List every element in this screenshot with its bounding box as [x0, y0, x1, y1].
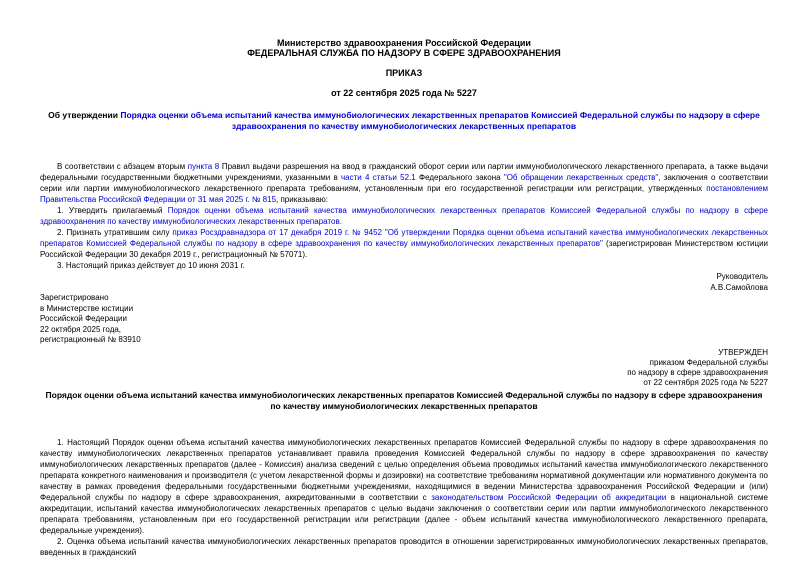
text-segment: 2. Оценка объема испытаний качества иммунобиологических лекарственных препаратов проводится в отношении зарегистрированных иммунобиологических лекарственных препаратов, введенных в гражданский	[40, 536, 768, 557]
approval-line: УТВЕРЖДЕН	[718, 347, 768, 357]
agency-name: ФЕДЕРАЛЬНАЯ СЛУЖБА ПО НАДЗОРУ В СФЕРЕ ЗДРАВООХРАНЕНИЯ	[247, 48, 561, 58]
text-segment: Об утверждении	[48, 110, 121, 120]
text-segment: в национальной системе аккредитации, испытаний качества иммунобиологических лекарственных препаратов с целью выдачи заключения о соответствии серии или партии иммунобиологического лекарственного препарата требованиям, установленным при его государственной регистрации или регистрации (далее - объем испытаний качества иммунобиологического лекарственного препарата, федеральные учреждения).	[40, 492, 768, 535]
registration-line: в Министерстве юстиции	[40, 303, 134, 313]
text-segment: 1. Утвердить прилагаемый	[57, 206, 168, 215]
signature-block	[40, 272, 768, 293]
registration-line: Зарегистрировано	[40, 293, 109, 302]
doc-link[interactable]: Порядок оценки объема испытаний качества иммунобиологических лекарственных препаратов Комиссией Федеральной службы по надзору в сфере здравоохранения по качеству иммунобиологических лекарственных препаратов.	[40, 206, 769, 226]
doc-link[interactable]: Порядка оценки объема испытаний качества иммунобиологических лекарственных препаратов Комиссией Федеральной службы по надзору в сфере здравоохранения по качеству иммунобиологических лекарственных препаратов	[120, 110, 760, 131]
registration-line: 22 октября 2025 года,	[40, 324, 122, 334]
text-segment: 1. Настоящий Порядок оценки объема испытаний качества иммунобиологических лекарственных препаратов Комиссией Федеральной службы по надзору в сфере здравоохранения по качеству иммунобиологических лекарственных препаратов устанавливает правила проведения Комиссией Федеральной службы по надзору в сфере здравоохранения по качеству иммунобиологических лекарственных препаратов (далее - Комиссия) анализа сведений с целью определения объема проводимых испытаний качества иммунобиологического лекарственного препарата конкретного наименования и производителя (с учетом лекарственной формы и дозировки) на соответствие требованиям нормативной документации или нормативного документа по качеству в рамках проведения федеральными государственными бюджетными учреждениями, находящимися в ведении Министерства здравоохранения Российской Федерации и (или) Федеральной службы по надзору в сфере здравоохранения, аккредитованными в соответствии с	[40, 437, 768, 502]
signature-position: Руководитель	[716, 272, 768, 281]
document-type: ПРИКАЗ	[385, 68, 423, 78]
doc-link[interactable]: части 4 статьи 52.1	[341, 173, 416, 182]
approval-block	[40, 348, 768, 388]
text-segment: , заключения о соответствии серии или партии иммунобиологического лекарственного препарата требованиям, установленным при его государственной регистрации или регистрации, утвержденных	[40, 173, 768, 193]
registration-line: Российской Федерации	[40, 314, 127, 323]
annex-paragraph-2	[40, 536, 768, 558]
order-item-3	[40, 260, 768, 271]
text-segment: 3. Настоящий приказ действует до 10 июня 2031 г.	[57, 261, 245, 270]
document-title	[40, 110, 768, 132]
doc-link[interactable]: пункта 8	[187, 162, 220, 171]
registration-line: регистрационный № 83910	[40, 335, 141, 344]
order-item-1	[40, 205, 768, 227]
doc-link[interactable]: "Об обращении лекарственных средств"	[503, 173, 659, 182]
registration-block	[40, 293, 768, 346]
ministry-name: Министерство здравоохранения Российской Федерации	[277, 38, 531, 48]
text-segment: 2. Признать утратившим силу	[57, 228, 173, 237]
text-segment: В соответствии с абзацем вторым	[57, 162, 188, 171]
order-item-2	[40, 227, 768, 260]
approval-line: приказом Федеральной службы	[649, 357, 768, 367]
text-segment: (зарегистрирован Министерством юстиции Российской Федерации 30 декабря 2019 г., регистрационный № 57071).	[40, 239, 769, 259]
annex-title: Порядок оценки объема испытаний качества иммунобиологических лекарственных препаратов Комиссией Федеральной службы по надзору в сфере здравоохранения по качеству иммунобиологических лекарственных препаратов	[45, 389, 763, 411]
preamble-paragraph	[40, 161, 768, 205]
annex-body	[40, 437, 768, 558]
approval-line: по надзору в сфере здравоохранения	[627, 367, 768, 377]
text-segment: , приказываю:	[276, 195, 328, 204]
text-segment: Правил выдачи разрешения на ввод в гражданский оборот серии или партии иммунобиологического лекарственного препарата, а также выдачи федеральными государственными бюджетными учреждениями, указанными в	[40, 162, 769, 182]
annex-paragraph-1	[40, 437, 768, 536]
approval-line: от 22 сентября 2025 года № 5227	[643, 377, 768, 387]
signature-name: А.В.Самойлова	[710, 282, 768, 292]
doc-link[interactable]: законодательством Российской Федерации об аккредитации	[431, 492, 667, 502]
doc-link[interactable]: приказ Росздравнадзора от 17 декабря 2019 г. № 9452 "Об утверждении Порядка оценки объема испытаний качества иммунобиологических лекарственных препаратов Комиссией Федеральной службы по надзору в сфере здравоохранения по качеству иммунобиологических лекарственных препаратов"	[40, 228, 769, 248]
text-segment: Федерального закона	[415, 173, 504, 182]
doc-link[interactable]: постановлением Правительства Российской Федерации от 31 мая 2025 г. № 815	[40, 184, 768, 204]
document-date-number: от 22 сентября 2025 года № 5227	[331, 88, 477, 98]
